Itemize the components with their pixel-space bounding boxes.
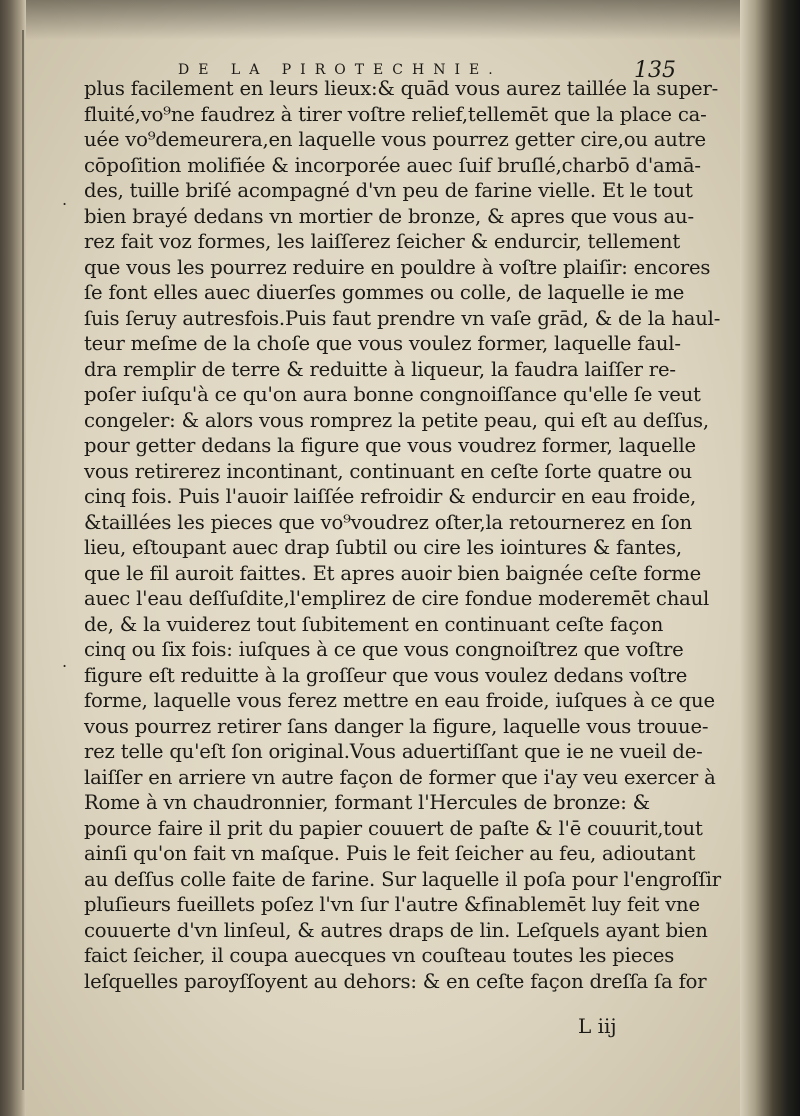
text-line: figure eſt reduitte à la groſſeur que vous voulez dedans voſtre	[84, 663, 688, 687]
text-line: cōpoſition molifiée & incorporée auec ſuif bruſlé,charbō d'amā-	[84, 153, 701, 177]
text-line: vous retirerez incontinant, continuant en ceſte ſorte quatre ou	[84, 459, 692, 483]
text-line: faict ſeicher, il coupa auecques vn couſteau toutes les pieces	[84, 944, 675, 967]
text-line: rez fait voz formes, les laiſſerez ſeicher & endurcir, tellement	[84, 230, 680, 253]
text-line: leſquelles paroyſſoyent au dehors: & en ceſte façon dreſſa ſa for	[84, 969, 707, 993]
body-text	[84, 76, 721, 994]
text-line: que le fil auroit faittes. Et apres auoir bien baignée ceſte forme	[84, 561, 702, 585]
text-line: couuerte d'vn linſeul, & autres draps de lin. Leſquels ayant bien	[84, 918, 708, 942]
text-line: pluſieurs fueillets poſez l'vn ſur l'autre &finablemēt luy feit vne	[84, 893, 700, 916]
margin-dot: .	[62, 190, 68, 209]
running-title: DE LA PIROTECHNIE.	[178, 62, 502, 78]
text-line: congeler: & alors vous romprez la petite peau, qui eſt au deſſus,	[84, 408, 709, 432]
text-line: cinq fois. Puis l'auoir laiſſée refroidir & endurcir en eau froide,	[84, 485, 697, 508]
text-line: ainſi qu'on fait vn maſque. Puis le feit ſeicher au feu, adioutant	[84, 842, 696, 865]
text-line: dra remplir de terre & reduitte à liqueur, la faudra laiſſer re-	[84, 357, 676, 381]
text-line: lieu, eſtoupant auec drap ſubtil ou cire les iointures & fantes,	[84, 536, 682, 559]
text-line: uée vo⁹demeurera,en laquelle vous pourrez getter cire,ou autre	[84, 128, 706, 151]
text-line: poſer iuſqu'à ce qu'on aura bonne congnoiſſance qu'elle ſe veut	[84, 383, 701, 406]
text-line: des, tuille briſé acompagné d'vn peu de farine vielle. Et le tout	[84, 179, 693, 202]
margin-dot: .	[62, 652, 68, 671]
text-line: que vous les pourrez reduire en pouldre à voſtre plaiſir: encores	[84, 255, 711, 279]
text-line: ſuis ſeruy autresfois.Puis faut prendre vn vaſe grād, & de la haul-	[84, 306, 721, 330]
text-line: pource faire il prit du papier couuert de paſte & l'ē couurit,tout	[84, 816, 703, 840]
text-line: au deſſus colle faite de farine. Sur laquelle il poſa pour l'engroſſir	[84, 867, 721, 891]
text-line: laiſſer en arriere vn autre façon de former que i'ay veu exercer à	[84, 765, 716, 789]
book-fore-edge	[740, 0, 800, 1116]
text-line: bien brayé dedans vn mortier de bronze, & apres que vous au-	[84, 204, 694, 228]
text-line: auec l'eau deſſuſdite,l'emplirez de cire fondue moderemēt chaul	[84, 587, 710, 610]
gutter-fold-line	[22, 30, 24, 1090]
text-line: vous pourrez retirer ſans danger la figure, laquelle vous trouue-	[84, 714, 709, 738]
text-line: ſe font elles auec diuerſes gommes ou colle, de laquelle ie me	[84, 281, 685, 304]
top-page-shadow	[26, 0, 800, 40]
text-line: pour getter dedans la figure que vous voudrez former, laquelle	[84, 434, 696, 457]
text-line: teur meſme de la choſe que vous voulez former, laquelle faul-	[84, 332, 681, 355]
text-line: plus facilement en leurs lieux:& quād vous aurez taillée la super-	[84, 77, 719, 100]
text-line: Rome à vn chaudronnier, formant l'Hercules de bronze: &	[84, 791, 650, 814]
text-line: forme, laquelle vous ferez mettre en eau froide, iuſques à ce que	[84, 689, 715, 712]
text-line: rez telle qu'eſt ſon original.Vous aduertiſſant que ie ne vueil de-	[84, 740, 703, 763]
page-number: 135	[634, 58, 676, 83]
text-line: de, & la vuiderez tout ſubitement en continuant ceſte façon	[84, 612, 664, 636]
text-line: cinq ou ſix fois: iuſques à ce que vous congnoiſtrez que voſtre	[84, 638, 684, 661]
text-line: fluité,vo⁹ne faudrez à tirer voſtre relief,tellemēt que la place ca-	[84, 102, 707, 126]
text-line: &taillées les pieces que vo⁹voudrez oſter,la retournerez en ſon	[84, 510, 692, 534]
signature-mark: L iij	[578, 1014, 617, 1038]
